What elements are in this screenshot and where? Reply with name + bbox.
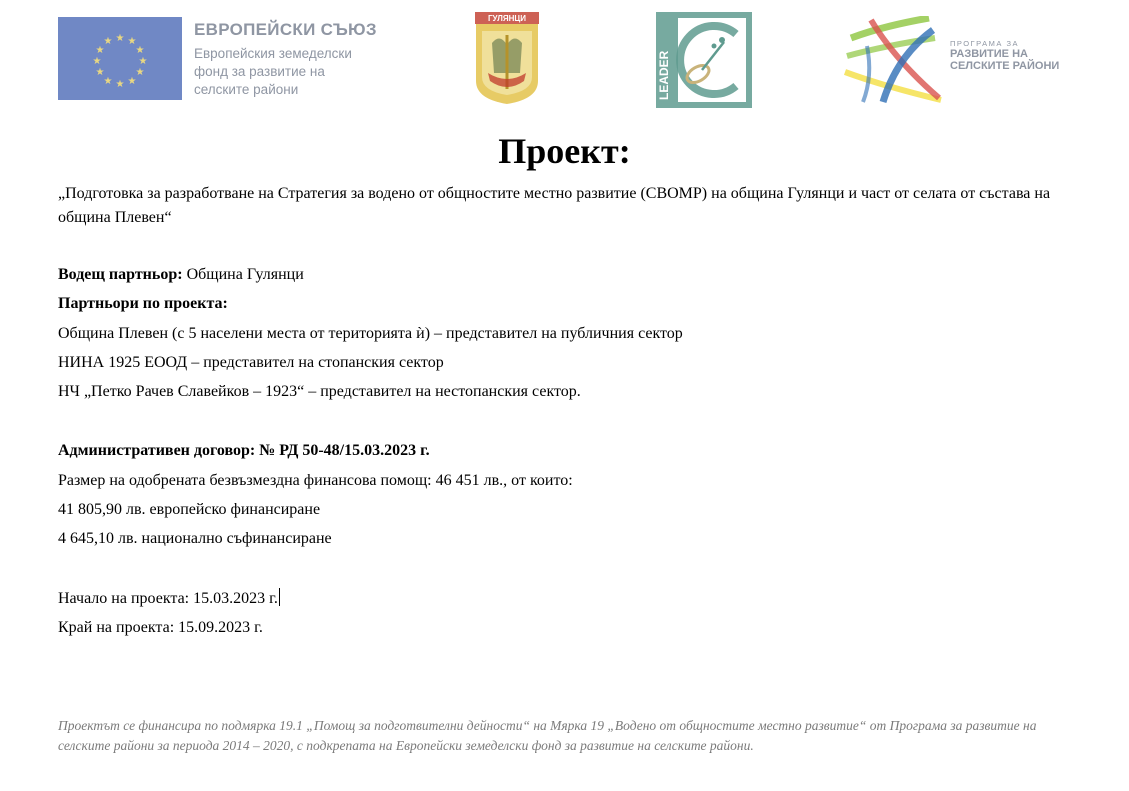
svg-text:★: ★ <box>115 79 125 90</box>
rdp-logo-small: ПРОГРАМА ЗА <box>950 39 1019 48</box>
eu-logo-subtitle-1: Европейския земеделски <box>194 46 352 61</box>
text-cursor <box>279 588 280 606</box>
svg-text:★: ★ <box>135 67 145 78</box>
start-date-line[interactable] <box>58 588 280 610</box>
svg-text:★: ★ <box>95 67 105 78</box>
crest-label: ГУЛЯНЦИ <box>488 14 526 23</box>
svg-text:★: ★ <box>95 45 105 56</box>
partner-item-3: НЧ „Петко Рачев Славейков – 1923“ – представител на нестопанския сектор. <box>58 383 581 400</box>
partners-label: Партньори по проекта: <box>58 295 228 312</box>
svg-text:★: ★ <box>103 36 113 47</box>
gulyantsi-crest-icon <box>474 11 540 105</box>
eu-flag-icon <box>58 17 182 100</box>
eu-logo-subtitle-3: селските райони <box>194 82 299 97</box>
leader-logo-text: LEADER <box>657 50 671 100</box>
svg-text:★: ★ <box>138 56 148 67</box>
contract-line: Административен договор: № РД 50-48/15.03.2023 г. <box>58 442 430 459</box>
svg-text:★: ★ <box>135 45 145 56</box>
document-title: Проект: <box>498 131 631 171</box>
svg-text:★: ★ <box>92 56 102 67</box>
lead-partner-label: Водещ партньор: <box>58 266 183 283</box>
svg-text:★: ★ <box>103 76 113 87</box>
national-funding-line: 4 645,10 лв. национално съфинансиране <box>58 530 332 547</box>
project-name: „Подготовка за разработване на Стратегия за водено от общностите местно развитие (СВОМР) на община Гулянци и част от селата от състава на община Плевен“ <box>58 185 1051 226</box>
leader-logo-icon <box>656 12 752 108</box>
svg-text:★: ★ <box>127 76 137 87</box>
logos-header <box>0 0 1129 115</box>
partner-item-2: НИНА 1925 ЕООД – представител на стопанския сектор <box>58 354 444 371</box>
funding-footer: Проектът се финансира по подмярка 19.1 „Помощ за подготвителни дейности“ на Мярка 19 „Водено от общностите местно развитие“ от Програма за развитие на селските райони за периода 2014 – 2020, с подкрепата на Европейски земеделски фонд за развитие на селските райони. <box>58 718 1037 753</box>
rdp-logo-line1: РАЗВИТИЕ НА <box>950 48 1028 60</box>
lead-partner-value: Община Гулянци <box>182 266 304 283</box>
eu-funding-line: 41 805,90 лв. европейско финансиране <box>58 501 321 518</box>
rdp-logo-icon <box>843 16 943 104</box>
start-date-text: Начало на проекта: 15.03.2023 г. <box>58 590 278 607</box>
rdp-logo-line2: СЕЛСКИТЕ РАЙОНИ <box>950 60 1060 72</box>
svg-text:★: ★ <box>115 33 125 44</box>
eu-logo-subtitle-2: фонд за развитие на <box>194 64 325 79</box>
end-date-line: Край на проекта: 15.09.2023 г. <box>58 619 263 636</box>
grant-line: Размер на одобрената безвъзмездна финансова помощ: 46 451 лв., от които: <box>58 472 573 489</box>
eu-logo-title: ЕВРОПЕЙСКИ СЪЮЗ <box>194 20 377 39</box>
lead-partner-line <box>58 264 304 286</box>
partner-item-1: Община Плевен (с 5 населени места от територията ѝ) – представител на публичния сектор <box>58 325 683 342</box>
svg-text:★: ★ <box>127 36 137 47</box>
eu-logo <box>58 17 392 101</box>
rdp-logo <box>843 16 1083 104</box>
